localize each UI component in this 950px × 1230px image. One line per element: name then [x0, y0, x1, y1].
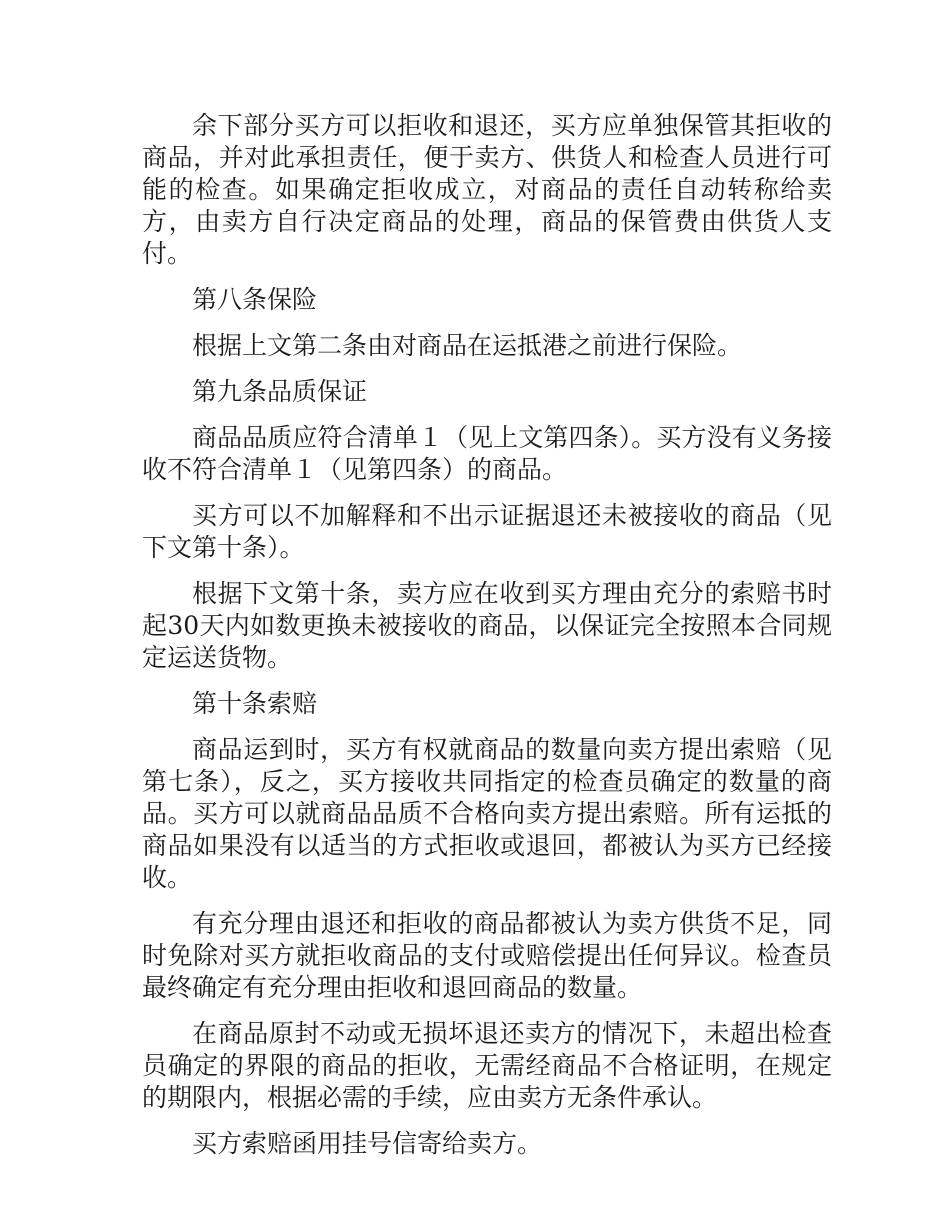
paragraph-claims-quantity: 商品运到时，买方有权就商品的数量向卖方提出索赔（见第七条），反之，买方接收共同指定的检查员确定的数量的商品。买方可以就商品品质不合格向卖方提出索赔。所有运抵的商品如果没有以适当的方式拒收或退回，都被认为买方已经接收。	[142, 735, 832, 892]
paragraph-quality-list: 商品品质应符合清单１（见上文第四条）。买方没有义务接收不符合清单１（见第四条）的商品。	[142, 423, 832, 484]
paragraph-unconditional-acceptance: 在商品原封不动或无损坏退还卖方的情况下，未超出检查员确定的界限的商品的拒收，无需经商品不合格证明，在规定的期限内，根据必需的手续，应由卖方无条件承认。	[142, 1019, 832, 1112]
paragraph-insurance: 根据上文第二条由对商品在运抵港之前进行保险。	[192, 331, 743, 360]
paragraph-registered-mail: 买方索赔函用挂号信寄给卖方。	[192, 1129, 543, 1158]
document-body	[142, 110, 832, 1174]
heading-article-8-insurance: 第八条保险	[192, 285, 318, 314]
paragraph-insufficient-supply: 有充分理由退还和拒收的商品都被认为卖方供货不足，同时免除对买方就拒收商品的支付或赔偿提出任何异议。检查员最终确定有充分理由拒收和退回商品的数量。	[142, 909, 832, 1002]
paragraph-rejected-goods: 余下部分买方可以拒收和退还，买方应单独保管其拒收的商品，并对此承担责任，便于卖方、供货人和检查人员进行可能的检查。如果确定拒收成立，对商品的责任自动转称给卖方，由卖方自行决定商品的处理，商品的保管费由供货人支付。	[142, 111, 832, 268]
paragraph-replacement: 根据下文第十条，卖方应在收到买方理由充分的索赔书时起30天内如数更换未被接收的商品，以保证完全按照本合同规定运送货物。	[142, 579, 832, 672]
heading-article-9-quality: 第九条品质保证	[192, 377, 368, 406]
paragraph-return-goods: 买方可以不加解释和不出示证据退还未被接收的商品（见下文第十条）。	[142, 501, 832, 562]
heading-article-10-claims: 第十条索赔	[192, 689, 318, 718]
